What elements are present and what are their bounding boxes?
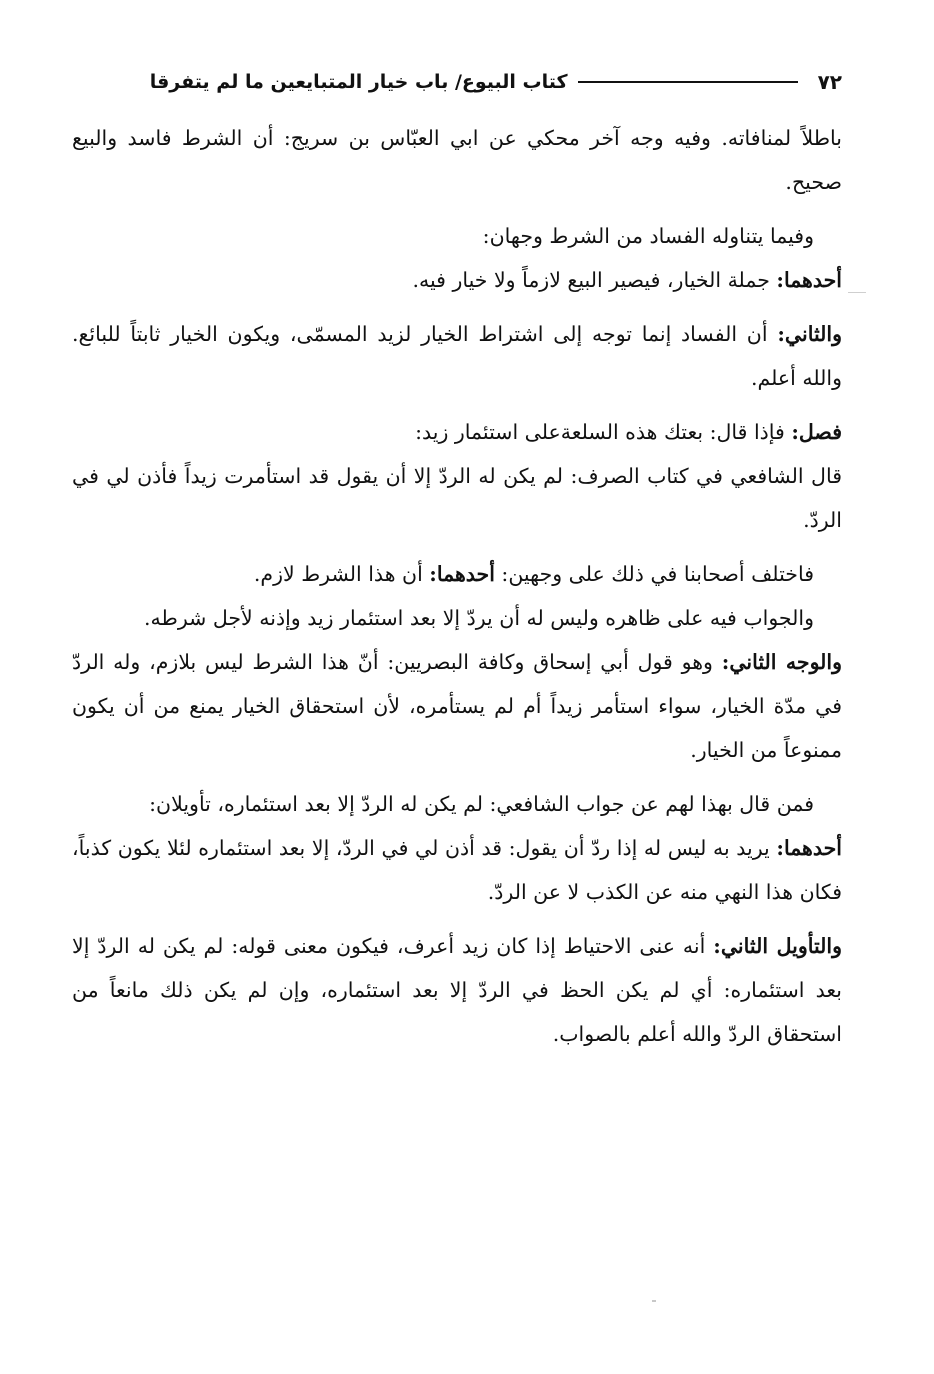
running-title: كتاب البيوع/ باب خيار المتبايعين ما لم يتفرقا [149, 71, 568, 93]
paragraph-11 [72, 826, 842, 914]
paragraph-8: والجواب فيه على ظاهره وليس له أن يردّ إلا بعد استئمار زيد وإذنه لأجل شرطه. [144, 606, 814, 630]
paragraph-7-text: فاختلف أصحابنا في ذلك على وجهين: [494, 562, 814, 586]
paragraph-4 [72, 312, 842, 400]
paragraph-11-lead: أحدهما: [776, 836, 842, 860]
paragraph-3-text: جملة الخيار، فيصير البيع لازماً ولا خيار فيه. [412, 268, 777, 292]
paragraph-5-lead: فصل: [791, 420, 842, 444]
margin-mark [848, 292, 866, 293]
paragraph-5 [72, 410, 842, 454]
paragraph-9-lead: والوجه الثاني: [721, 650, 842, 674]
paragraph-10: فمن قال بهذا لهم عن جواب الشافعي: لم يكن له الردّ إلا بعد استئماره، تأويلان: [149, 792, 814, 816]
paragraph-7-lead: أحدهما: [429, 562, 495, 586]
header-rule [578, 81, 798, 83]
paragraph-9-text: وهو قول أبي إسحاق وكافة البصريين: أنّ هذا الشرط ليس بلازم، وله الردّ في مدّة الخيار، سواء استأمر زيداً أم لم يستأمره، لأن استحقاق الخيار يمنع من أن يكون ممنوعاً من الخيار. [72, 650, 842, 762]
paragraph-4-lead: والثاني: [777, 322, 842, 346]
paragraph-7-tail: أن هذا الشرط لازم. [253, 562, 430, 586]
paragraph-2: وفيما يتناوله الفساد من الشرط وجهان: [482, 224, 814, 248]
paragraph-5-text: فإذا قال: بعتك هذه السلعةعلى استئمار زيد: [415, 420, 792, 444]
paragraph-3 [72, 258, 842, 302]
page-number: ٧٢ [817, 70, 842, 94]
scan-speck [652, 1300, 656, 1302]
page-header [72, 64, 842, 100]
paragraph-12-lead: والتأويل الثاني: [713, 934, 843, 958]
paragraph-4-text: أن الفساد إنما توجه إلى اشتراط الخيار لزيد المسمّى، ويكون الخيار ثابتاً للبائع. والله أعلم. [72, 322, 842, 390]
paragraph-12-text: أنه عنى الاحتياط إذا كان زيد أعرف، فيكون معنى قوله: لم يكن له الردّ إلا بعد استئماره: أي لم يكن الحظ في الردّ إلا بعد استئماره، وإن لم يكن ذلك مانعاً من استحقاق الردّ والله أعلم بالصواب. [72, 934, 842, 1046]
body-text [72, 116, 842, 1056]
paragraph-6: قال الشافعي في كتاب الصرف: لم يكن له الردّ إلا أن يقول قد استأمرت زيداً فأذن لي في الردّ. [72, 464, 842, 532]
paragraph-12 [72, 924, 842, 1056]
paragraph-7 [72, 552, 842, 596]
paragraph-9 [72, 640, 842, 772]
paragraph-3-lead: أحدهما: [776, 268, 842, 292]
paragraph-1: باطلاً لمنافاته. وفيه وجه آخر محكي عن ابي العبّاس بن سريج: أن الشرط فاسد والبيع صحيح. [72, 126, 842, 194]
paragraph-11-text: يريد به ليس له إذا ردّ أن يقول: قد أذن لي في الردّ، إلا بعد استئماره لئلا يكون كذباً، فكان هذا النهي منه عن الكذب لا عن الردّ. [72, 836, 842, 904]
